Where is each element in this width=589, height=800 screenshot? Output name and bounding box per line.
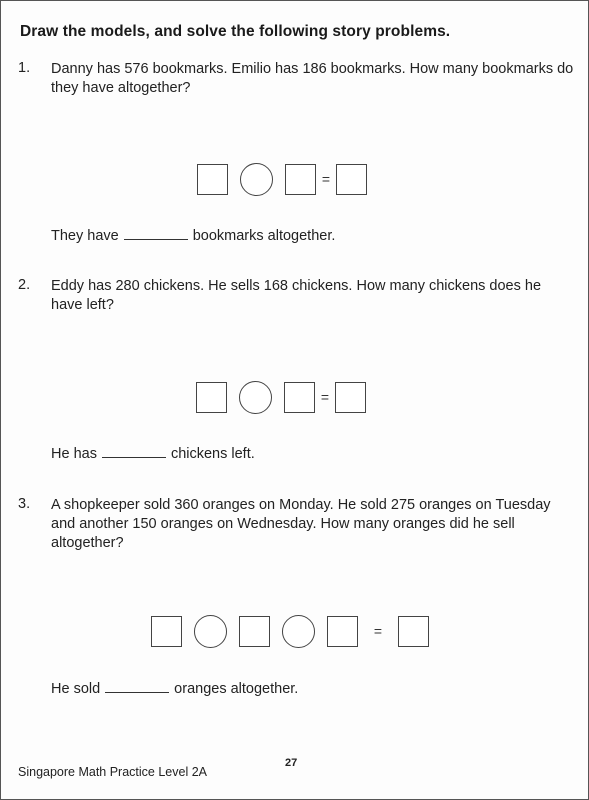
result-box[interactable] <box>336 164 367 195</box>
page-number: 27 <box>285 757 298 769</box>
problem-2-answer <box>51 446 255 462</box>
answer-box[interactable] <box>239 616 270 647</box>
answer-box[interactable] <box>284 382 315 413</box>
answer-box[interactable] <box>196 382 227 413</box>
instructions-heading: Draw the models, and solve the following story problems. <box>20 23 451 40</box>
operator-circle[interactable] <box>240 163 273 196</box>
equals-sign: = <box>320 389 330 405</box>
answer-suffix: chickens left. <box>170 446 255 462</box>
problem-3-answer <box>51 681 298 697</box>
answer-prefix: He sold <box>51 681 101 697</box>
problem-3-number: 3. <box>18 496 31 512</box>
answer-suffix: bookmarks altogether. <box>192 228 336 244</box>
answer-blank[interactable] <box>105 691 169 693</box>
problem-3-text: A shopkeeper sold 360 oranges on Monday. He sold 275 oranges on Tuesday and another 150 oranges on Wednesday. How many oranges did he sell altogether? <box>51 497 551 551</box>
problem-1-number: 1. <box>18 60 31 76</box>
operator-circle[interactable] <box>239 381 272 414</box>
answer-box[interactable] <box>151 616 182 647</box>
problem-3-model <box>151 613 429 649</box>
operator-circle[interactable] <box>282 615 315 648</box>
answer-blank[interactable] <box>102 456 166 458</box>
problem-1-answer <box>51 228 335 244</box>
result-box[interactable] <box>335 382 366 413</box>
equals-sign: = <box>321 171 331 187</box>
problem-1-text: Danny has 576 bookmarks. Emilio has 186 bookmarks. How many bookmarks do they have altogether? <box>51 61 574 96</box>
operator-circle[interactable] <box>194 615 227 648</box>
answer-box[interactable] <box>197 164 228 195</box>
problem-1-model <box>197 161 367 197</box>
problem-2-model <box>196 379 366 415</box>
answer-prefix: They have <box>51 228 119 244</box>
book-title: Singapore Math Practice Level 2A <box>18 765 207 779</box>
equals-sign: = <box>373 623 383 639</box>
answer-prefix: He has <box>51 446 97 462</box>
problem-2-text: Eddy has 280 chickens. He sells 168 chickens. How many chickens does he have left? <box>51 278 542 313</box>
answer-blank[interactable] <box>124 238 188 240</box>
result-box[interactable] <box>398 616 429 647</box>
problem-2-number: 2. <box>18 277 31 293</box>
answer-box[interactable] <box>327 616 358 647</box>
answer-suffix: oranges altogether. <box>174 681 299 697</box>
answer-box[interactable] <box>285 164 316 195</box>
